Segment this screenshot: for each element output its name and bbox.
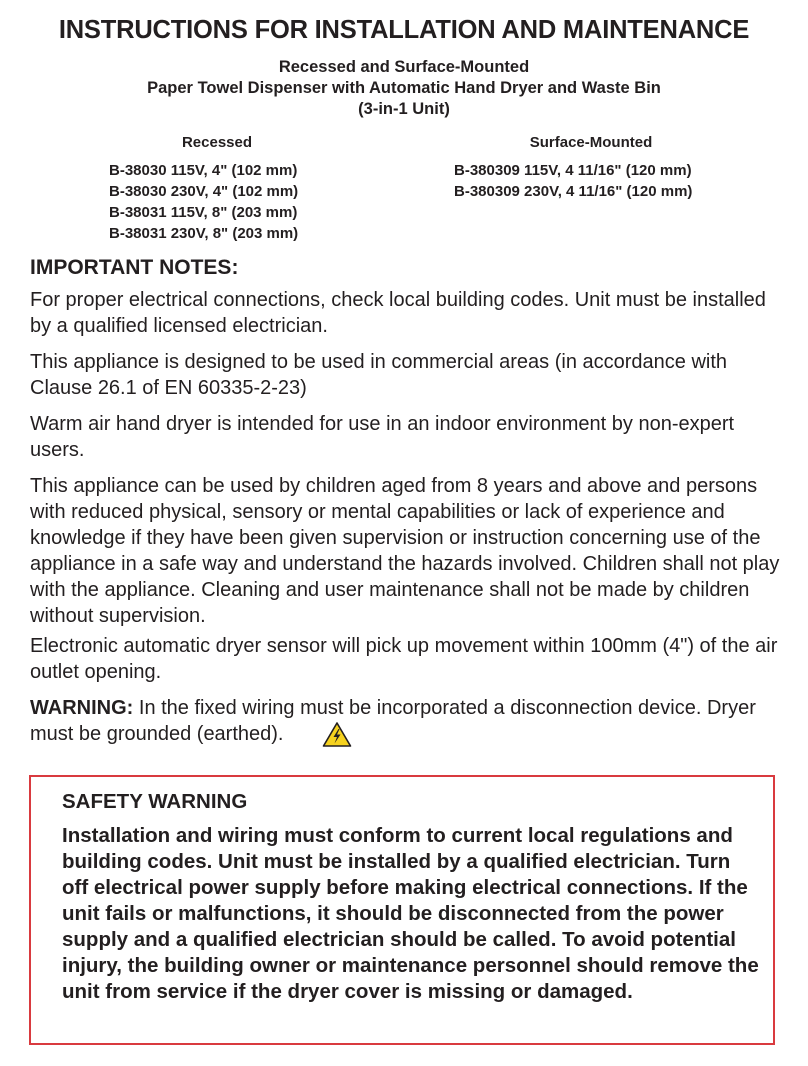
warning-paragraph — [30, 695, 790, 755]
note-paragraph: This appliance can be used by children aged from 8 years and above and persons with reduced physical, sensory or mental capabilities or lack of experience and knowledge if they have been given supervision or instruction concerning use of the appliance in a safe way and understand the hazards involved. Children shall not play with the appliance. Cleaning and user maintenance shall not be made by children without supervision. — [30, 475, 780, 627]
recessed-models — [109, 132, 325, 244]
note-paragraph: Warm air hand dryer is intended for use in an indoor environment by non-expert users. — [30, 413, 735, 461]
note-paragraph: For proper electrical connections, check local building codes. Unit must be installed by a qualified licensed electrician. — [30, 289, 766, 337]
subtitle-line: Paper Towel Dispenser with Automatic Hand Dryer and Waste Bin — [147, 79, 661, 97]
subtitle-line: (3-in-1 Unit) — [358, 100, 450, 118]
model-list — [0, 132, 808, 244]
important-notes — [30, 287, 790, 765]
warning-label: WARNING: — [30, 697, 134, 719]
model-item: B-38031 230V, 8" (203 mm) — [109, 225, 299, 242]
model-item: B-38030 230V, 4" (102 mm) — [109, 183, 299, 200]
recessed-heading: Recessed — [181, 134, 253, 151]
warning-text: In the fixed wiring must be incorporated a disconnection device. Dryer must be grounded (earthed). — [30, 697, 756, 745]
model-item: B-38030 115V, 4" (102 mm) — [109, 162, 298, 179]
note-paragraph: This appliance is designed to be used in commercial areas (in accordance with Clause 26.1 of EN 60335-2-23) — [30, 351, 728, 399]
surface-mounted-models — [454, 132, 728, 202]
model-item: B-38031 115V, 8" (203 mm) — [109, 204, 298, 221]
model-item: B-380309 230V, 4 11/16" (120 mm) — [454, 183, 693, 200]
safety-warning-title: SAFETY WARNING — [62, 790, 248, 813]
important-notes-heading: IMPORTANT NOTES: — [30, 256, 239, 279]
page-title: INSTRUCTIONS FOR INSTALLATION AND MAINTENANCE — [58, 16, 750, 44]
model-item: B-380309 115V, 4 11/16" (120 mm) — [454, 162, 692, 179]
product-subtitle — [0, 57, 808, 120]
surface-mounted-heading: Surface-Mounted — [529, 134, 653, 151]
safety-warning-text: Installation and wiring must conform to current local regulations and building codes. Unit must be installed by a qualified electrician. Turn off electrical power supply before making electrical connections. If the unit fails or malfunctions, it should be disconnected from the power supply and a qualified electrician should be called. To avoid potential injury, the building owner or maintenance personnel should remove the unit from service if the dryer cover is missing or damaged. — [62, 824, 759, 1003]
safety-warning-box — [29, 775, 775, 1045]
note-paragraph: Electronic automatic dryer sensor will pick up movement within 100mm (4") of the air outlet opening. — [30, 635, 778, 683]
electrical-hazard-icon — [322, 721, 352, 755]
subtitle-line: Recessed and Surface-Mounted — [278, 58, 530, 76]
